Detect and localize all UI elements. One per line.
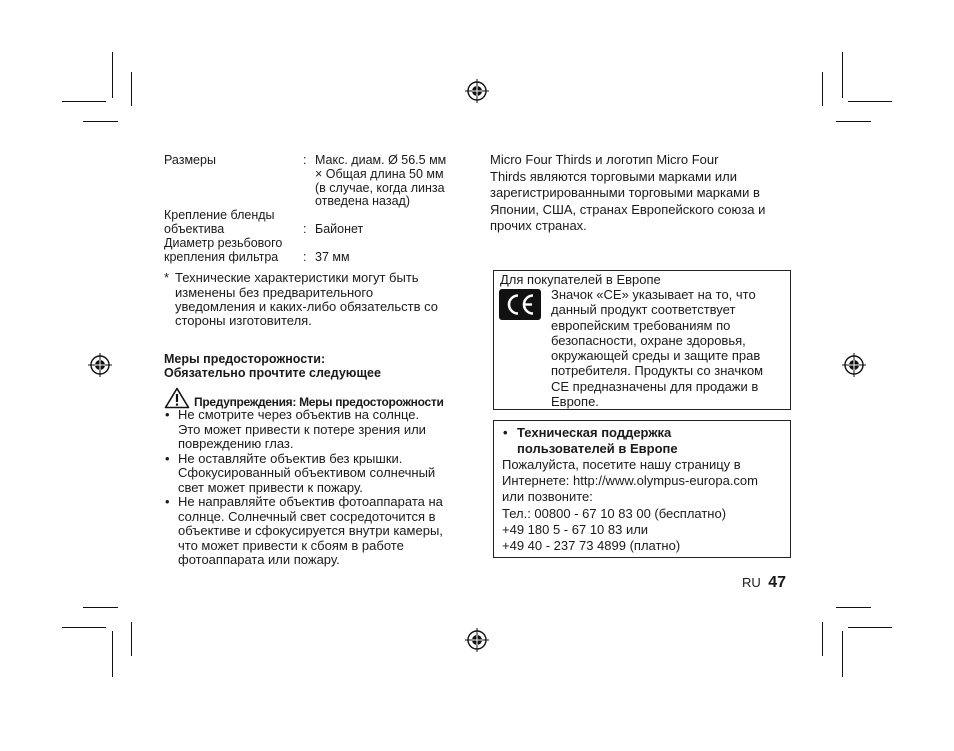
page-num: 47 [768, 574, 787, 591]
support-bullet: • [503, 425, 508, 440]
spec-size-label: Размеры [164, 153, 216, 167]
warning-item-line: солнце. Солнечный свет сосредоточится в [178, 508, 436, 524]
spec-filter-label-2: крепления фильтра [164, 250, 279, 264]
warning-item-line: что может привести к сбоям в работе [178, 537, 404, 553]
registration-mark-top-icon [465, 79, 489, 103]
footnote-star: * [164, 270, 170, 285]
spec-size-value-3: (в случае, когда линза [315, 181, 445, 195]
footnote-line: изменены без предварительного [175, 285, 374, 300]
support-text [502, 457, 758, 554]
support-line: Пожалуйста, посетите нашу страницу в [502, 457, 741, 472]
support-heading-1: Техническая поддержка [517, 425, 672, 440]
spec-colon: : [303, 250, 307, 264]
warning-item-line: • Не оставляйте объектив без крышки. [178, 450, 403, 466]
trademark-line: Японии, США, странах Европейского союза и [490, 201, 766, 217]
spec-hood-label-1: Крепление бленды [164, 208, 275, 222]
trademark-notice [490, 152, 765, 235]
warning-item-line: объективе и сфокусируется внутри камеры, [178, 523, 443, 538]
warning-item [164, 495, 474, 568]
support-heading-2: пользователей в Европе [517, 441, 678, 456]
ce-box-line: европейским требованиям по [551, 317, 731, 333]
warning-item-line: фотоаппарата или пожару. [178, 552, 340, 567]
ce-notice-box [493, 270, 791, 410]
precautions-heading-1: Меры предосторожности: [164, 352, 326, 366]
warning-list [164, 408, 474, 568]
spec-filter-value: 37 мм [315, 250, 350, 264]
spec-size-value-4: отведена назад) [315, 194, 411, 208]
support-line: или позвоните: [502, 489, 593, 505]
warning-item-line: повреждению глаз. [178, 436, 294, 451]
ce-box-line: CE предназначены для продажи в [551, 378, 759, 394]
warning-item [164, 408, 474, 452]
precautions-heading-2: Обязательно прочтите следующее [164, 366, 381, 380]
support-box [493, 420, 791, 558]
support-line: +49 40 - 237 73 4899 (платно) [502, 538, 681, 554]
spec-size-value-1: Макс. диам. Ø 56.5 мм [315, 153, 447, 167]
ce-box-line: окружающей среды и защите прав [551, 348, 761, 364]
ce-box-title: Для покупателей в Европе [500, 272, 661, 287]
support-line: Интернете: http://www.olympus-europa.com [502, 473, 758, 489]
trademark-line: зарегистрированными торговыми марками в [490, 185, 760, 200]
ce-box-text [551, 287, 763, 409]
spec-colon: : [303, 153, 307, 167]
warning-triangle-icon [164, 387, 190, 409]
registration-mark-right-icon [842, 353, 866, 377]
support-line: Тел.: 00800 - 67 10 83 00 (бесплатно) [502, 505, 727, 521]
ce-box-line: Европе. [551, 394, 599, 410]
spec-filter-label-1: Диаметр резьбового [164, 236, 283, 250]
warning-title: Предупреждения: Меры предосторожности [194, 395, 444, 409]
registration-mark-left-icon [88, 353, 112, 377]
ce-box-line: безопасности, охране здоровья, [551, 332, 746, 348]
ce-logo [499, 289, 541, 320]
trademark-line: Thirds являются торговыми марками или [490, 168, 737, 184]
footnote-line: Технические характеристики могут быть [175, 270, 419, 285]
ce-box-line: потребителя. Продукты со значком [551, 363, 764, 379]
warning-item [164, 452, 474, 496]
warning-item-line: свет может привести к пожару. [178, 479, 363, 495]
trademark-line: Micro Four Thirds и логотип Micro Four [490, 152, 719, 167]
warning-item-line: • Не смотрите через объектив на солнце. [178, 407, 420, 422]
warning-item-line: • Не направляйте объектив фотоаппарата на [178, 494, 443, 509]
footnote-line: уведомления и каких-либо обязательств со [175, 299, 439, 314]
ce-mark-icon [499, 289, 541, 320]
warning-item-line: Это может привести к потере зрения или [178, 421, 426, 437]
spec-hood-value: Байонет [315, 222, 364, 236]
footnote-line: стороны изготовителя. [175, 313, 312, 328]
spec-hood-label-2: объектива [164, 222, 225, 236]
page-number [742, 574, 786, 592]
ce-box-line: данный продукт соответствует [551, 302, 736, 318]
spec-colon: : [303, 222, 307, 236]
page-lang: RU [742, 575, 761, 590]
warning-item-line: Сфокусированный объективом солнечный [178, 465, 436, 480]
registration-mark-bottom-icon [465, 628, 489, 652]
support-line: +49 180 5 - 67 10 83 или [502, 521, 649, 537]
trademark-line: прочих странах. [490, 218, 587, 233]
ce-box-line: Значок «CE» указывает на то, что [551, 287, 756, 302]
spec-size-value-2: × Общая длина 50 мм [315, 167, 444, 181]
